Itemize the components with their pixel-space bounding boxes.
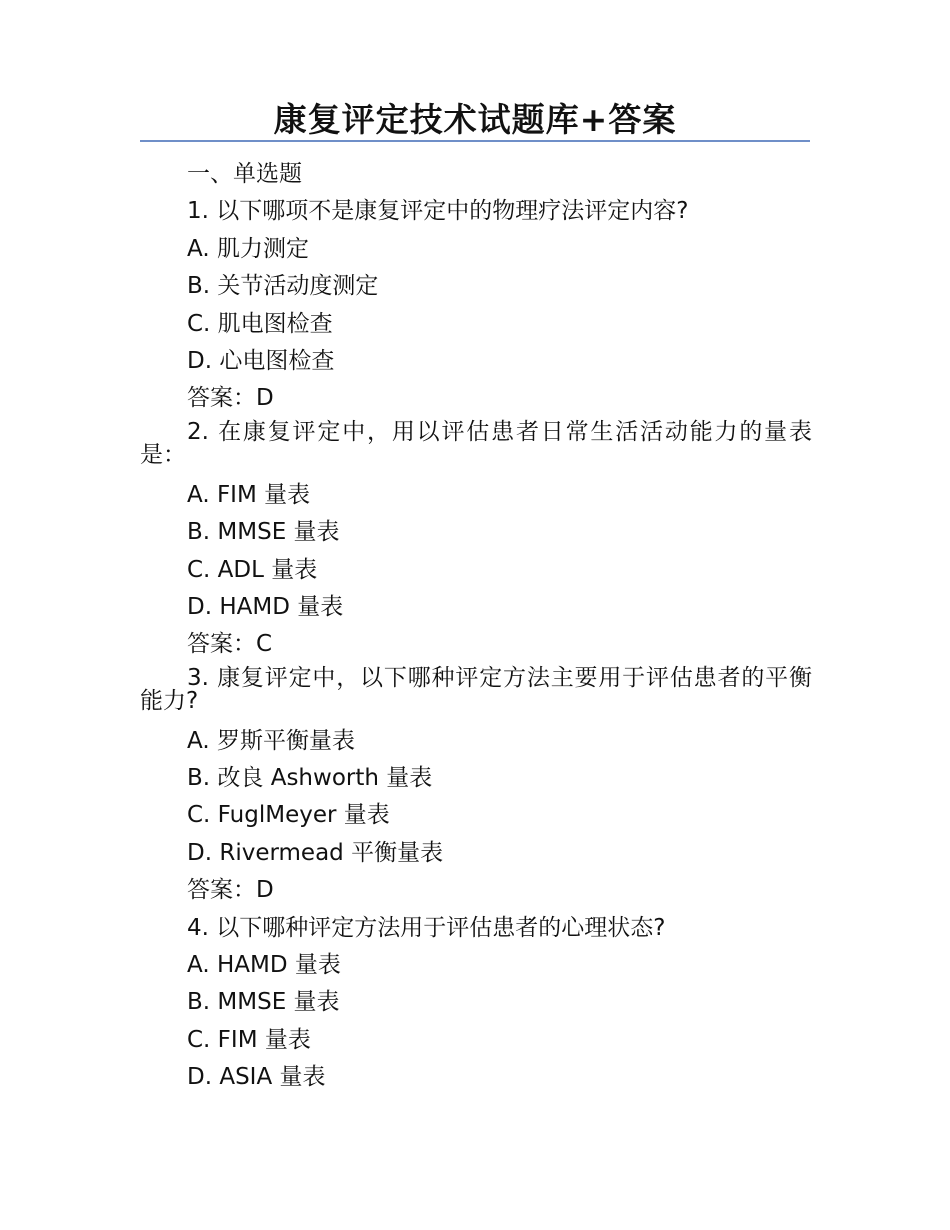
question-4-option-a: A. HAMD 量表 xyxy=(187,952,341,979)
question-2-option-d: D. HAMD 量表 xyxy=(187,593,344,620)
question-4 xyxy=(140,910,812,1097)
question-1-answer: 答案：D xyxy=(187,385,274,412)
question-4-option-c: C. FIM 量表 xyxy=(187,1026,311,1053)
question-3 xyxy=(140,664,812,910)
question-1 xyxy=(140,193,812,417)
question-3-option-d: D. Rivermead 平衡量表 xyxy=(187,839,444,866)
question-3-answer: 答案：D xyxy=(187,877,274,904)
title-underline xyxy=(140,140,810,142)
question-4-option-d: D. ASIA 量表 xyxy=(187,1064,326,1091)
question-3-stem: 3. 康复评定中，以下哪种评定方法主要用于评估患者的平衡能力? xyxy=(140,664,812,714)
document-title: 康复评定技术试题库+答案 xyxy=(273,100,677,139)
section-heading: 一、单选题 xyxy=(187,161,302,187)
question-2-stem: 2. 在康复评定中，用以评估患者日常生活活动能力的量表是： xyxy=(140,418,812,468)
question-1-option-d: D. 心电图检查 xyxy=(187,347,335,374)
question-4-stem: 4. 以下哪种评定方法用于评估患者的心理状态? xyxy=(187,914,666,941)
question-4-option-b: B. MMSE 量表 xyxy=(187,989,340,1016)
question-2-option-c: C. ADL 量表 xyxy=(187,556,318,583)
question-2 xyxy=(140,418,812,664)
question-2-option-b: B. MMSE 量表 xyxy=(187,519,340,546)
document-body xyxy=(140,156,812,1097)
question-3-option-b: B. 改良 Ashworth 量表 xyxy=(187,765,433,792)
question-2-option-a: A. FIM 量表 xyxy=(187,481,311,508)
question-1-stem: 1. 以下哪项不是康复评定中的物理疗法评定内容? xyxy=(187,198,689,225)
question-2-answer: 答案：C xyxy=(187,631,273,658)
question-1-option-b: B. 关节活动度测定 xyxy=(187,273,379,300)
question-1-option-c: C. 肌电图检查 xyxy=(187,310,333,337)
question-1-option-a: A. 肌力测定 xyxy=(187,235,309,262)
question-3-option-c: C. FuglMeyer 量表 xyxy=(187,802,390,829)
question-3-option-a: A. 罗斯平衡量表 xyxy=(187,727,355,754)
